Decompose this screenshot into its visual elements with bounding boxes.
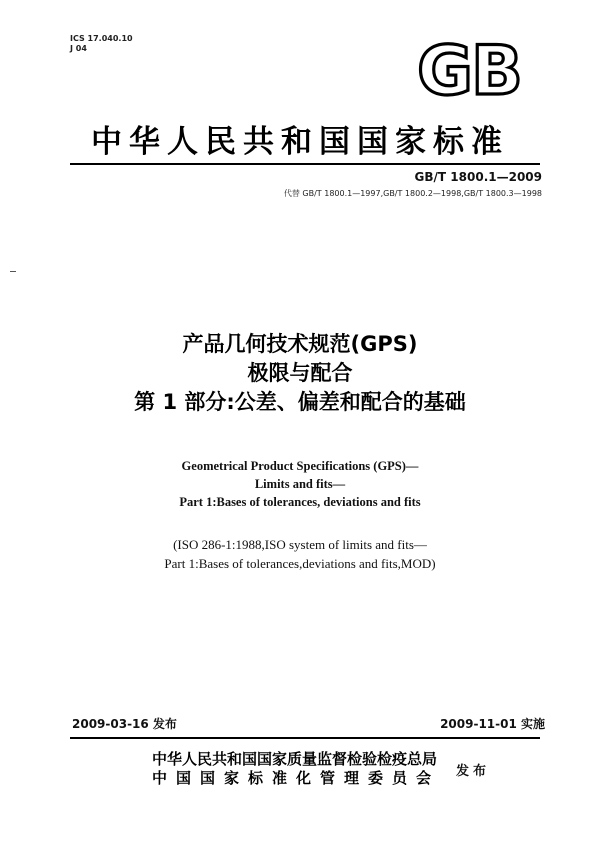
standard-number: GB/T 1800.1—2009 [414,170,542,184]
issuing-authorities [152,750,440,788]
header-divider [70,163,540,165]
english-title-line3: Part 1:Bases of tolerances, deviations and fits [179,495,421,509]
issuer-sac: 中国国家标准化管理委员会 [152,769,441,787]
publish-label: 发布 [456,764,491,779]
national-standard-heading: 中华人民共和国国家标准 [91,124,509,160]
ics-code: ICS 17.040.10 [70,34,133,43]
issuer-aqsiq: 中华人民共和国国家质量监督检验检疫总局 [152,750,438,768]
margin-mark [10,271,16,272]
issue-date: 2009-03-16 发布 [72,717,177,731]
chinese-title [0,330,600,417]
footer-divider [70,737,540,739]
classification-codes [70,34,133,54]
gb-logo [400,40,538,98]
replaces-note: 代替 GB/T 1800.1—1997,GB/T 1800.2—1998,GB/T 1800.3—1998 [283,189,542,198]
ccs-code: J 04 [70,44,87,53]
gb-logo-text: GB [417,40,521,98]
english-title-line1: Geometrical Product Specifications (GPS)— [181,459,419,473]
iso-reference [0,535,600,573]
english-title [0,457,600,511]
chinese-title-line2: 极限与配合 [247,361,353,385]
iso-reference-line1: (ISO 286-1:1988,ISO system of limits and fits— [173,537,427,552]
iso-reference-line2: Part 1:Bases of tolerances,deviations and fits,MOD) [164,556,436,571]
english-title-line2: Limits and fits— [254,477,346,491]
chinese-title-line3: 第 1 部分:公差、偏差和配合的基础 [134,390,466,414]
chinese-title-line1: 产品几何技术规范(GPS) [182,332,418,356]
implementation-date: 2009-11-01 实施 [440,717,545,731]
